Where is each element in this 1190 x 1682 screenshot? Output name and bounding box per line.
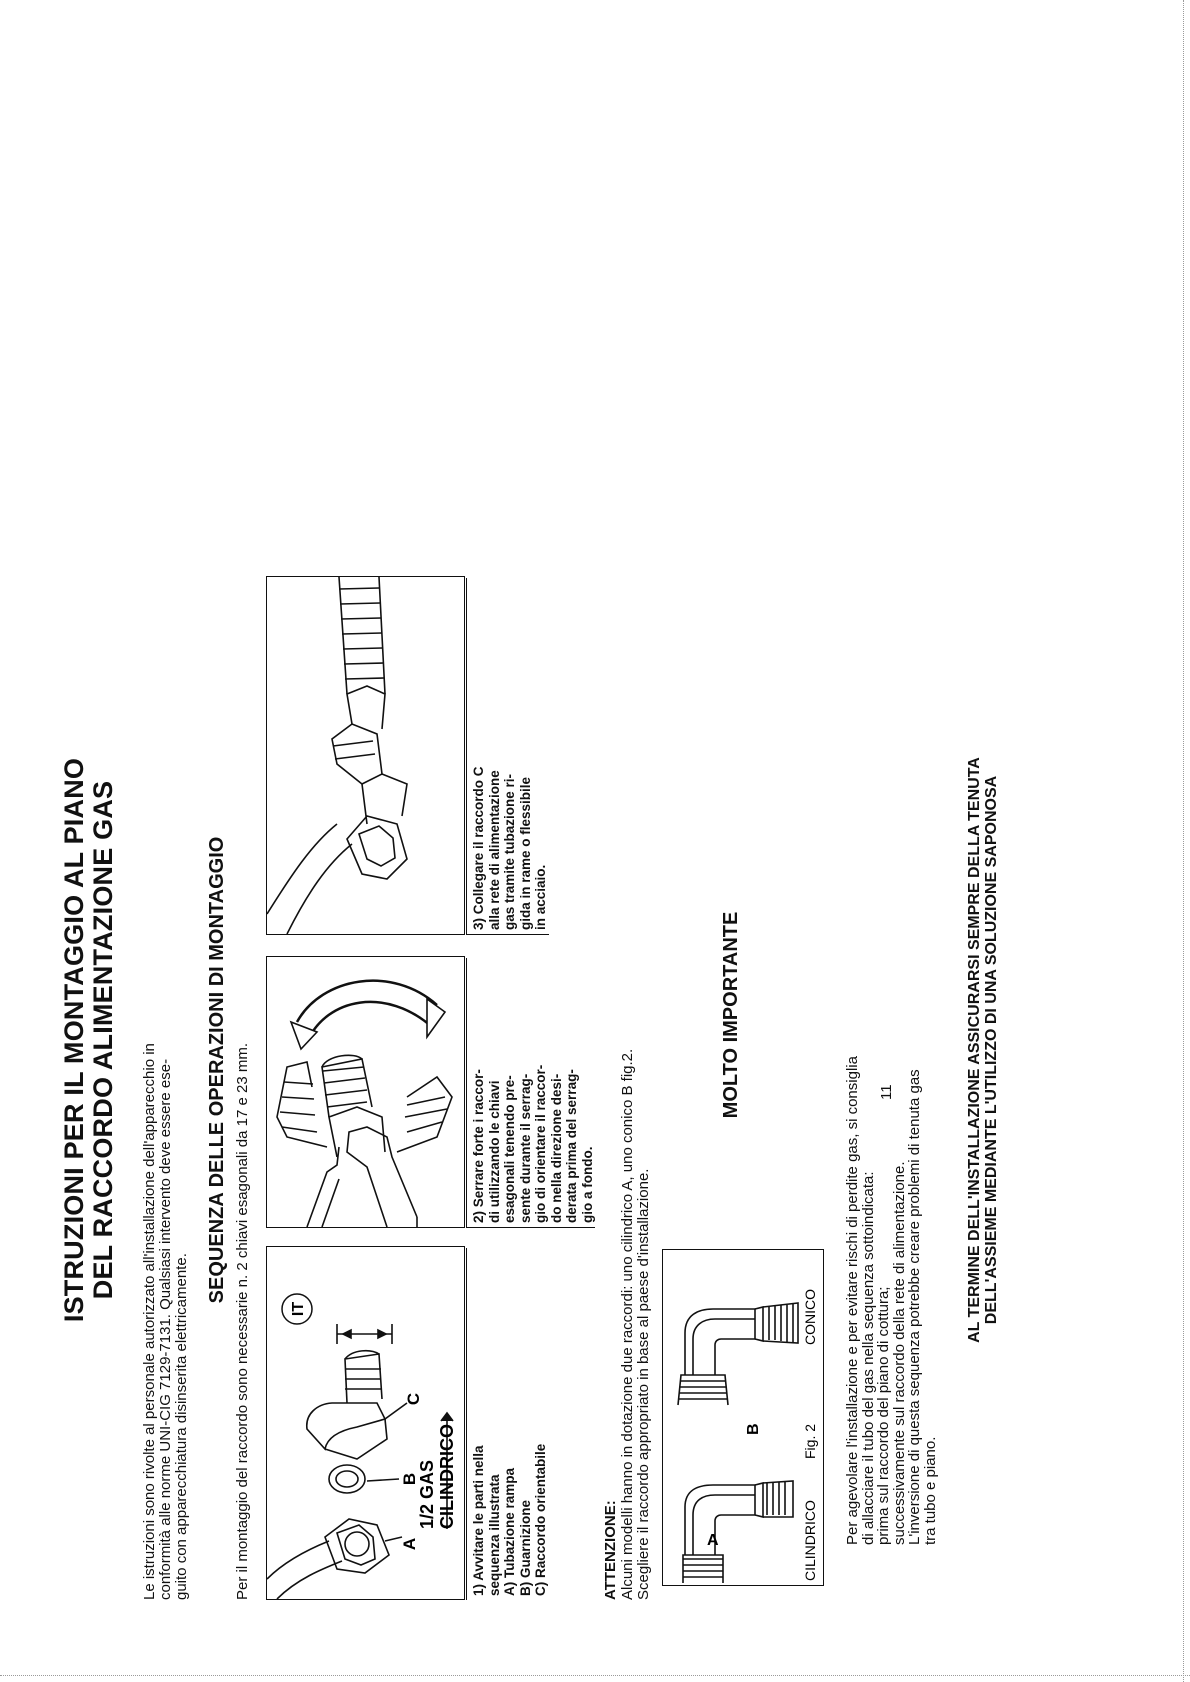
figure-panel-tightening (266, 956, 465, 1228)
step-line: sequenza illustrata (486, 1474, 502, 1596)
title-line-1: ISTRUZIONI PER IL MONTAGGIO AL PIANO (59, 757, 89, 1323)
attention-text (620, 840, 652, 1600)
final-notice-line: AL TERMINE DELL'INSTALLAZIONE ASSICURARSI SEMPRE DELLA TENUTA (966, 757, 983, 1343)
intro-paragraph (142, 540, 190, 1600)
fig2-type-b: CONICO (802, 1289, 818, 1345)
figure-2-box (662, 1249, 824, 1586)
attention-line: Alcuni modelli hanno in dotazione due raccordi: uno cilindrico A, uno conico B fig.2. (619, 1048, 636, 1600)
connection-illustration (267, 577, 464, 934)
final-notice (966, 500, 1000, 1600)
label-c: C (404, 1392, 423, 1406)
step-line: gida in rame o flessibile (517, 776, 533, 930)
step-line: 3) Collegare il raccordo C (471, 766, 486, 930)
step-line: C) Raccordo orientabile (533, 1443, 548, 1596)
step-line: B) Guarnizione (517, 1499, 533, 1596)
important-line: prima sul raccordo del piano di cottura; (875, 1286, 892, 1545)
fig2-label-a: A (707, 1532, 719, 1549)
final-notice-line: DELL'ASSIEME MEDIANTE L'UTILIZZO DI UNA SOLUZIONE SAPONOSA (983, 775, 1000, 1325)
step-2-caption (466, 958, 595, 1228)
label-gas: 1/2 GAS (417, 1459, 437, 1529)
attention-label: ATTENZIONE: (602, 1500, 619, 1600)
step-line: derata prima del serrag- (564, 1069, 579, 1223)
page-title (60, 630, 118, 1450)
step-1-caption (466, 1248, 549, 1600)
important-line: successivamente sul raccordo della rete di alimentazione. (890, 1161, 908, 1545)
important-line: tra tubo e piano. (921, 1436, 939, 1545)
label-a: A (400, 1537, 419, 1551)
step-line: 2) Serrare forte i raccor- (471, 1069, 486, 1223)
step-line: gio a fondo. (579, 1146, 595, 1223)
step-line: do nella direzione desi- (548, 1073, 564, 1223)
title-line-2: DEL RACCORDO ALIMENTAZIONE GAS (88, 780, 118, 1300)
step-line: esagonali tenendo pre- (502, 1075, 517, 1223)
assembly-illustration (267, 1247, 464, 1599)
intro-line: Le istruzioni sono rivolte al personale autorizzato all'installazione dell'apparecchio in (141, 1043, 158, 1600)
figure-2-illustration (663, 1250, 823, 1585)
important-text (845, 595, 938, 1545)
step-line: 1) Avvitare le parti nella (471, 1445, 486, 1596)
important-heading: MOLTO IMPORTANTE (720, 911, 742, 1119)
intro-line: conformità alle norme UNI-CIG 7129-7131. Qualsiasi intervento deve essere ese- (157, 1058, 174, 1600)
figure-panel-connection (266, 576, 465, 935)
step-line: gio di orientare il raccor- (533, 1064, 548, 1223)
fig2-caption: Fig. 2 (802, 1423, 818, 1459)
step-line: alla rete di alimentazione (486, 770, 502, 930)
rotated-page-content (20, 440, 1100, 1600)
sheet-edge-bottom (0, 1674, 1190, 1676)
step-line: in acciaio. (533, 864, 548, 930)
country-badge-text: IT (290, 1301, 307, 1317)
label-b: B (400, 1472, 419, 1486)
step-line: A) Tubazione rampa (502, 1467, 517, 1596)
step-3-caption (466, 578, 549, 935)
fig2-type-a: CILINDRICO (802, 1500, 818, 1581)
step-line: di utilizzando le chiavi (486, 1080, 502, 1223)
important-line: Per agevolare l'installazione e per evitare rischi di perdite gas, si consiglia (844, 1056, 861, 1545)
sequence-subtitle: Per il montaggio del raccordo sono necessarie n. 2 chiavi esagonali da 17 e 23 mm. (234, 1043, 251, 1600)
step-line: gas tramite tubazione ri- (502, 773, 517, 930)
page-number: 11 (878, 1084, 895, 1100)
important-line: L'inversione di questa sequenza potrebbe creare problemi di tenuta gas (906, 1069, 923, 1545)
fig2-label-b: B (745, 1423, 762, 1435)
label-cilindrico: CILINDRICO (437, 1424, 457, 1529)
tightening-illustration (267, 957, 464, 1227)
figure-panel-assembly (266, 1246, 465, 1600)
sheet-edge-right (1182, 0, 1184, 1682)
attention-line: Scegliere il raccordo appropriato in base al paese d'installazione. (635, 1168, 652, 1600)
step-line: sente durante il serrag- (517, 1073, 533, 1223)
intro-line: guito con apparecchiatura disinserita elettricamente. (173, 1253, 190, 1600)
sequence-heading: SEQUENZA DELLE OPERAZIONI DI MONTAGGIO (206, 836, 228, 1304)
important-line: di allacciare il tubo del gas nella sequenza sottoindicata: (859, 1171, 877, 1545)
